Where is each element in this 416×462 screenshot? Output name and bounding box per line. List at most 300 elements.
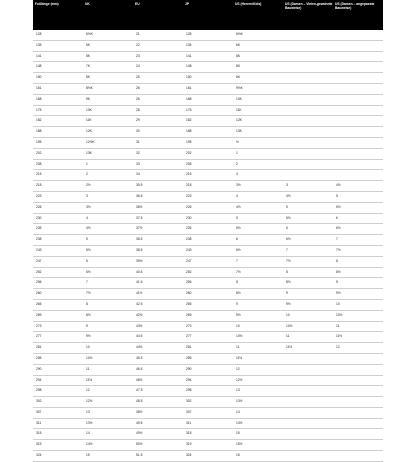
table-cell: 13K xyxy=(83,148,133,159)
table-cell xyxy=(283,116,333,127)
table-row xyxy=(33,332,383,343)
table-cell xyxy=(333,73,383,84)
table-cell xyxy=(283,429,333,440)
table-cell: 8 xyxy=(333,256,383,267)
table-cell: 311 xyxy=(183,418,233,429)
table-cell: 8K xyxy=(233,73,283,84)
table-cell: 8½K xyxy=(83,83,133,94)
table-row xyxy=(33,94,383,105)
table-cell: 148 xyxy=(183,62,233,73)
table-cell: 8K xyxy=(233,51,283,62)
table-cell xyxy=(333,364,383,375)
table-cell: 6½ xyxy=(333,224,383,235)
table-cell: 252 xyxy=(183,267,233,278)
column-header: EU xyxy=(133,0,183,30)
table-cell: 6½K xyxy=(233,30,283,40)
table-body xyxy=(33,30,383,461)
table-cell: 12K xyxy=(83,127,133,138)
table-cell: 9 xyxy=(283,289,333,300)
table-cell: 4 xyxy=(233,191,283,202)
table-row xyxy=(33,321,383,332)
table-cell: 324 xyxy=(183,451,233,462)
table-cell: 4½ xyxy=(333,181,383,192)
table-cell xyxy=(333,386,383,397)
table-cell: 6K xyxy=(83,40,133,51)
table-cell: 324 xyxy=(33,451,83,462)
table-cell: 42½ xyxy=(133,310,183,321)
table-row xyxy=(33,213,383,224)
table-row xyxy=(33,105,383,116)
table-cell: 195 xyxy=(183,137,233,148)
table-cell: 8 xyxy=(233,278,283,289)
table-cell: 13 xyxy=(83,407,133,418)
table-cell: 3½ xyxy=(233,181,283,192)
table-cell: 168 xyxy=(183,94,233,105)
table-cell: 13 xyxy=(233,386,283,397)
table-row xyxy=(33,202,383,213)
table-cell: 2½ xyxy=(83,181,133,192)
table-cell: 22 xyxy=(133,40,183,51)
table-cell: 10½ xyxy=(283,321,333,332)
table-cell: 195 xyxy=(33,137,83,148)
table-cell: 31 xyxy=(133,137,183,148)
table-cell: 26 xyxy=(133,94,183,105)
table-row xyxy=(33,310,383,321)
table-cell: 235 xyxy=(33,224,83,235)
table-cell: 307 xyxy=(33,407,83,418)
table-cell: 7½ xyxy=(333,245,383,256)
table-row xyxy=(33,256,383,267)
table-row xyxy=(33,429,383,440)
table-row xyxy=(33,191,383,202)
table-cell: 148 xyxy=(33,62,83,73)
table-cell: 9 xyxy=(233,299,283,310)
table-cell xyxy=(333,94,383,105)
table-cell xyxy=(333,159,383,170)
table-cell: 34 xyxy=(133,170,183,181)
table-cell: ½ xyxy=(233,137,283,148)
table-cell: 7½ xyxy=(233,267,283,278)
table-cell: 8½ xyxy=(233,289,283,300)
size-table xyxy=(33,0,383,462)
table-cell: 1 xyxy=(233,148,283,159)
table-cell: 12 xyxy=(83,386,133,397)
table-row xyxy=(33,73,383,84)
table-cell: 51.5 xyxy=(133,451,183,462)
table-cell: 298 xyxy=(33,386,83,397)
table-cell: 42.5 xyxy=(133,299,183,310)
table-cell: 285 xyxy=(33,353,83,364)
table-cell: 256 xyxy=(183,278,233,289)
table-row xyxy=(33,289,383,300)
table-row xyxy=(33,137,383,148)
table-cell xyxy=(283,386,333,397)
table-cell: 3 xyxy=(233,170,283,181)
table-cell xyxy=(283,407,333,418)
table-cell: 11½ xyxy=(233,353,283,364)
table-cell xyxy=(283,137,333,148)
table-cell: 161 xyxy=(33,83,83,94)
table-cell: 11 xyxy=(83,364,133,375)
table-cell: 10K xyxy=(233,94,283,105)
table-cell: 21 xyxy=(133,30,183,40)
table-cell: 265 xyxy=(183,299,233,310)
table-cell: 6 xyxy=(83,256,133,267)
table-cell: 7 xyxy=(333,235,383,246)
table-cell: 11½ xyxy=(283,343,333,354)
table-cell: 161 xyxy=(183,83,233,94)
table-cell xyxy=(333,397,383,408)
table-cell xyxy=(283,51,333,62)
table-cell: 37.5 xyxy=(133,213,183,224)
table-row xyxy=(33,353,383,364)
table-cell xyxy=(283,451,333,462)
table-header xyxy=(33,0,383,30)
table-cell xyxy=(283,30,333,40)
table-cell: 8K xyxy=(83,73,133,84)
table-cell xyxy=(333,83,383,94)
table-cell: 141 xyxy=(33,51,83,62)
table-row xyxy=(33,386,383,397)
table-cell: 29 xyxy=(133,116,183,127)
table-cell: 6½K xyxy=(83,30,133,40)
column-header: US (Herren/Kids) xyxy=(233,0,283,30)
table-row xyxy=(33,62,383,73)
table-row xyxy=(33,116,383,127)
table-cell xyxy=(333,451,383,462)
table-cell: 202 xyxy=(183,148,233,159)
table-cell: 281 xyxy=(183,343,233,354)
table-cell: 35.5 xyxy=(133,181,183,192)
table-row xyxy=(33,170,383,181)
table-row xyxy=(33,148,383,159)
table-cell: 7½ xyxy=(283,256,333,267)
table-cell: 2 xyxy=(233,159,283,170)
table-cell xyxy=(333,407,383,418)
table-cell: 9 xyxy=(83,321,133,332)
table-cell: 6½ xyxy=(233,245,283,256)
table-cell: 281 xyxy=(33,343,83,354)
table-row xyxy=(33,181,383,192)
table-cell: 230 xyxy=(183,213,233,224)
table-cell: 9½ xyxy=(283,299,333,310)
table-cell: 247 xyxy=(183,256,233,267)
table-row xyxy=(33,418,383,429)
table-cell: 23 xyxy=(133,51,183,62)
column-header: US (Damen – Vielen-gewohnte Bauweise) xyxy=(283,0,333,30)
table-row xyxy=(33,375,383,386)
table-cell: 8K xyxy=(83,51,133,62)
table-cell: 49½ xyxy=(133,429,183,440)
table-cell xyxy=(283,148,333,159)
table-cell: 4½ xyxy=(283,191,333,202)
table-cell: 6½ xyxy=(283,235,333,246)
table-cell: 307 xyxy=(183,407,233,418)
table-cell: 135 xyxy=(33,40,83,51)
table-row xyxy=(33,51,383,62)
table-cell: 294 xyxy=(183,375,233,386)
table-cell: 4½ xyxy=(233,202,283,213)
table-cell: 175 xyxy=(33,105,83,116)
table-cell xyxy=(333,440,383,451)
table-cell: 14 xyxy=(83,429,133,440)
table-cell: 36.5 xyxy=(133,191,183,202)
header-row xyxy=(33,0,383,30)
table-cell: 218 xyxy=(183,181,233,192)
table-cell: 273 xyxy=(183,321,233,332)
table-row xyxy=(33,245,383,256)
table-cell: 141 xyxy=(183,51,233,62)
table-cell xyxy=(333,429,383,440)
table-cell: 8½ xyxy=(333,267,383,278)
table-cell: 45.5 xyxy=(133,353,183,364)
table-cell: 14½ xyxy=(83,440,133,451)
table-cell: 269 xyxy=(33,310,83,321)
table-cell: 290 xyxy=(183,364,233,375)
table-row xyxy=(33,407,383,418)
table-cell: 208 xyxy=(183,159,233,170)
table-cell: 302 xyxy=(183,397,233,408)
table-cell: 4½ xyxy=(83,224,133,235)
table-cell: 12½ xyxy=(233,375,283,386)
table-row xyxy=(33,224,383,235)
table-cell: 13½ xyxy=(83,418,133,429)
table-cell: 168 xyxy=(33,94,83,105)
table-cell: 128 xyxy=(183,30,233,40)
table-cell xyxy=(283,127,333,138)
table-cell: 150 xyxy=(183,73,233,84)
table-cell: 15 xyxy=(83,451,133,462)
table-cell xyxy=(333,40,383,51)
table-cell xyxy=(333,148,383,159)
table-cell: 14 xyxy=(233,407,283,418)
table-cell: 11K xyxy=(233,105,283,116)
table-cell xyxy=(283,170,333,181)
table-cell: 11K xyxy=(83,116,133,127)
table-cell xyxy=(333,105,383,116)
table-cell: 11 xyxy=(233,343,283,354)
table-cell: 10½ xyxy=(333,310,383,321)
table-cell: 9½ xyxy=(233,310,283,321)
table-cell: 6 xyxy=(283,224,333,235)
table-cell: 12½ xyxy=(83,397,133,408)
table-cell: 5½ xyxy=(283,213,333,224)
table-cell: 2 xyxy=(83,170,133,181)
table-cell: 5½ xyxy=(333,202,383,213)
table-cell xyxy=(283,418,333,429)
table-row xyxy=(33,235,383,246)
table-cell xyxy=(283,364,333,375)
table-cell: 9 xyxy=(333,278,383,289)
table-cell: 3½ xyxy=(83,202,133,213)
table-cell: 8½ xyxy=(83,310,133,321)
table-cell: 33 xyxy=(133,159,183,170)
table-cell: 41.5 xyxy=(133,278,183,289)
table-cell: 9½ xyxy=(333,289,383,300)
table-cell: 135 xyxy=(183,40,233,51)
table-cell: 36½ xyxy=(133,202,183,213)
table-cell: 243 xyxy=(33,245,83,256)
table-cell: 26 xyxy=(133,83,183,94)
table-cell: 315 xyxy=(33,429,83,440)
table-cell: 16 xyxy=(233,451,283,462)
table-row xyxy=(33,30,383,40)
table-row xyxy=(33,451,383,462)
table-row xyxy=(33,299,383,310)
table-cell: 5 xyxy=(83,235,133,246)
table-cell: 226 xyxy=(183,202,233,213)
table-cell: 252 xyxy=(33,267,83,278)
table-cell: 8 xyxy=(83,299,133,310)
table-cell: 319 xyxy=(33,440,83,451)
table-cell: 238 xyxy=(33,235,83,246)
table-cell: 277 xyxy=(183,332,233,343)
table-cell: 8 xyxy=(283,267,333,278)
table-cell: 7½ xyxy=(83,289,133,300)
table-cell xyxy=(333,116,383,127)
table-cell: 11½ xyxy=(333,332,383,343)
table-cell: 175 xyxy=(183,105,233,116)
table-cell: 47.5 xyxy=(133,386,183,397)
table-cell: 269 xyxy=(183,310,233,321)
table-cell: 10K xyxy=(83,105,133,116)
table-cell: 48½ xyxy=(133,407,183,418)
table-cell: 230 xyxy=(33,213,83,224)
table-cell: 8½ xyxy=(283,278,333,289)
table-cell: 4 xyxy=(83,213,133,224)
table-cell xyxy=(283,159,333,170)
table-cell: 7K xyxy=(83,62,133,73)
table-cell xyxy=(333,62,383,73)
table-cell: 7 xyxy=(233,256,283,267)
table-cell: 8K xyxy=(233,62,283,73)
table-cell: 188 xyxy=(183,127,233,138)
table-cell xyxy=(333,353,383,364)
table-row xyxy=(33,267,383,278)
table-cell: 223 xyxy=(183,191,233,202)
table-cell: 50½ xyxy=(133,440,183,451)
table-cell: 11 xyxy=(333,321,383,332)
table-cell: 223 xyxy=(33,191,83,202)
table-cell: 30 xyxy=(133,127,183,138)
table-row xyxy=(33,40,383,51)
table-cell: 37½ xyxy=(133,224,183,235)
table-cell: 6½ xyxy=(83,267,133,278)
table-cell: 9K xyxy=(83,94,133,105)
table-cell: 3 xyxy=(283,181,333,192)
table-cell: 208 xyxy=(33,159,83,170)
table-cell xyxy=(333,51,383,62)
table-cell: 319 xyxy=(183,440,233,451)
table-cell: 3 xyxy=(83,191,133,202)
table-cell xyxy=(283,73,333,84)
table-cell: 235 xyxy=(183,224,233,235)
size-chart xyxy=(33,0,383,462)
table-cell: 5½ xyxy=(83,245,133,256)
table-cell: 32 xyxy=(133,148,183,159)
table-cell: 13½ xyxy=(233,397,283,408)
table-cell: 10 xyxy=(83,343,133,354)
table-cell: 5 xyxy=(233,213,283,224)
table-cell: 6 xyxy=(233,235,283,246)
table-cell xyxy=(283,397,333,408)
table-cell: 39½ xyxy=(133,256,183,267)
table-cell: 10 xyxy=(233,321,283,332)
table-cell: 12½K xyxy=(83,137,133,148)
table-cell: 218 xyxy=(33,181,83,192)
table-cell: 49.5 xyxy=(133,418,183,429)
table-row xyxy=(33,364,383,375)
table-cell: 48.5 xyxy=(133,397,183,408)
table-cell: 243 xyxy=(183,245,233,256)
table-cell: 10½ xyxy=(233,332,283,343)
table-cell: 298 xyxy=(183,386,233,397)
table-cell: 13K xyxy=(233,127,283,138)
table-cell: 265 xyxy=(33,299,83,310)
table-cell: 188 xyxy=(33,127,83,138)
table-cell xyxy=(283,353,333,364)
table-row xyxy=(33,397,383,408)
table-cell: 285 xyxy=(183,353,233,364)
table-cell xyxy=(283,440,333,451)
table-cell: 24 xyxy=(133,62,183,73)
table-cell: 182 xyxy=(183,116,233,127)
table-cell: 150 xyxy=(33,73,83,84)
table-cell: 5½ xyxy=(233,224,283,235)
table-row xyxy=(33,440,383,451)
table-cell: 40.5 xyxy=(133,267,183,278)
table-cell: 44½ xyxy=(133,343,183,354)
table-row xyxy=(33,343,383,354)
table-cell: 6 xyxy=(333,213,383,224)
table-cell: 9½K xyxy=(233,83,283,94)
column-header: Fußlänge (mm) xyxy=(33,0,83,30)
table-cell: 38.5 xyxy=(133,245,183,256)
table-cell: 182 xyxy=(33,116,83,127)
table-cell: 10½ xyxy=(83,353,133,364)
table-cell xyxy=(283,62,333,73)
table-cell: 6K xyxy=(233,40,283,51)
table-cell: 226 xyxy=(33,202,83,213)
table-cell: 14½ xyxy=(233,418,283,429)
table-cell: 256 xyxy=(33,278,83,289)
table-cell xyxy=(283,83,333,94)
table-row xyxy=(33,83,383,94)
table-cell: 277 xyxy=(33,332,83,343)
table-cell: 11 xyxy=(283,332,333,343)
table-cell xyxy=(333,418,383,429)
table-cell: 247 xyxy=(33,256,83,267)
table-cell xyxy=(283,105,333,116)
table-cell xyxy=(283,375,333,386)
table-cell: 7 xyxy=(83,278,133,289)
table-cell xyxy=(333,30,383,40)
column-header: US (Damen – angepasste Bauweise) xyxy=(333,0,383,30)
table-cell: 5 xyxy=(333,191,383,202)
table-cell: 10 xyxy=(333,299,383,310)
column-header: UK xyxy=(83,0,133,30)
table-cell xyxy=(283,94,333,105)
table-cell: 302 xyxy=(33,397,83,408)
table-cell: 10 xyxy=(283,310,333,321)
table-cell: 290 xyxy=(33,364,83,375)
table-cell: 15½ xyxy=(233,440,283,451)
table-cell: 43½ xyxy=(133,321,183,332)
table-cell: 5 xyxy=(283,202,333,213)
table-cell: 12K xyxy=(233,116,283,127)
table-cell xyxy=(333,375,383,386)
table-cell: 46½ xyxy=(133,375,183,386)
